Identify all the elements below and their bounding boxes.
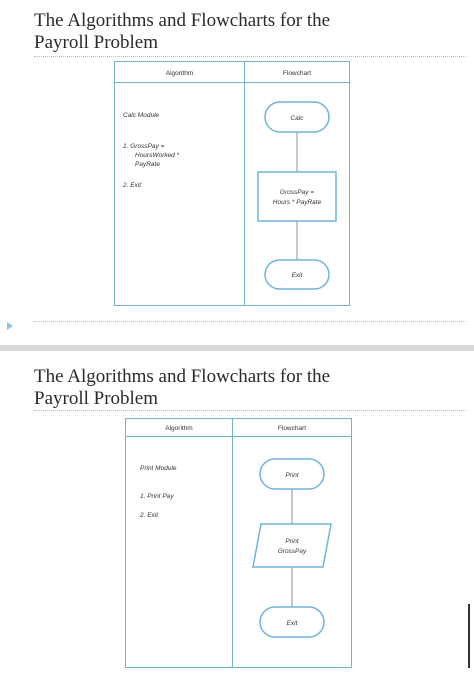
step-2: 2. Exit (123, 182, 142, 189)
algorithm-flowchart-table (114, 61, 350, 306)
scrollbar-thumb[interactable] (468, 604, 470, 668)
io-parallelogram (253, 524, 331, 567)
slide-title (34, 366, 330, 410)
print-flowchart (233, 437, 351, 667)
flowchart-header: Flowchart (282, 70, 312, 77)
algorithm-header: Algorithm (165, 70, 194, 77)
start-label: Calc (290, 115, 304, 122)
start-label: Print (285, 472, 299, 479)
process-label-line-2: Hours * PayRate (272, 199, 322, 206)
process-box (258, 172, 336, 221)
io-label-line-1: Print (285, 538, 299, 545)
play-arrow-icon[interactable] (7, 322, 13, 330)
step-1-line-2: HoursWorked * (135, 152, 180, 159)
slide-bottom-rule (34, 321, 466, 322)
slide-title-line-2: Payroll Problem (34, 388, 159, 409)
slide-title-line-1: The Algorithms and Flowcharts for the (34, 366, 331, 387)
slide-title-line-2: Payroll Problem (34, 32, 159, 53)
step-1: 1. Print Pay (140, 493, 174, 500)
title-underline (34, 56, 466, 57)
step-1-line-1: 1. GrossPay = (123, 143, 165, 150)
title-underline (34, 410, 466, 411)
step-1-line-3: PayRate (135, 161, 160, 168)
module-name: Print Module (140, 465, 177, 472)
step-2: 2. Exit (140, 512, 159, 519)
end-label: Exit (286, 620, 298, 627)
slide-print-module (0, 351, 474, 674)
calc-flowchart (245, 83, 349, 305)
io-label-line-2: GrossPay (277, 548, 307, 555)
slide-title-line-1: The Algorithms and Flowcharts for the (34, 10, 331, 31)
flowchart-header: Flowchart (277, 425, 307, 432)
process-label-line-1: GrossPay = (279, 189, 315, 196)
slide-title (34, 10, 330, 54)
algorithm-flowchart-table (125, 418, 352, 668)
end-label: Exit (291, 272, 303, 279)
module-name: Calc Module (123, 112, 160, 119)
algorithm-header: Algorithm (165, 425, 193, 432)
